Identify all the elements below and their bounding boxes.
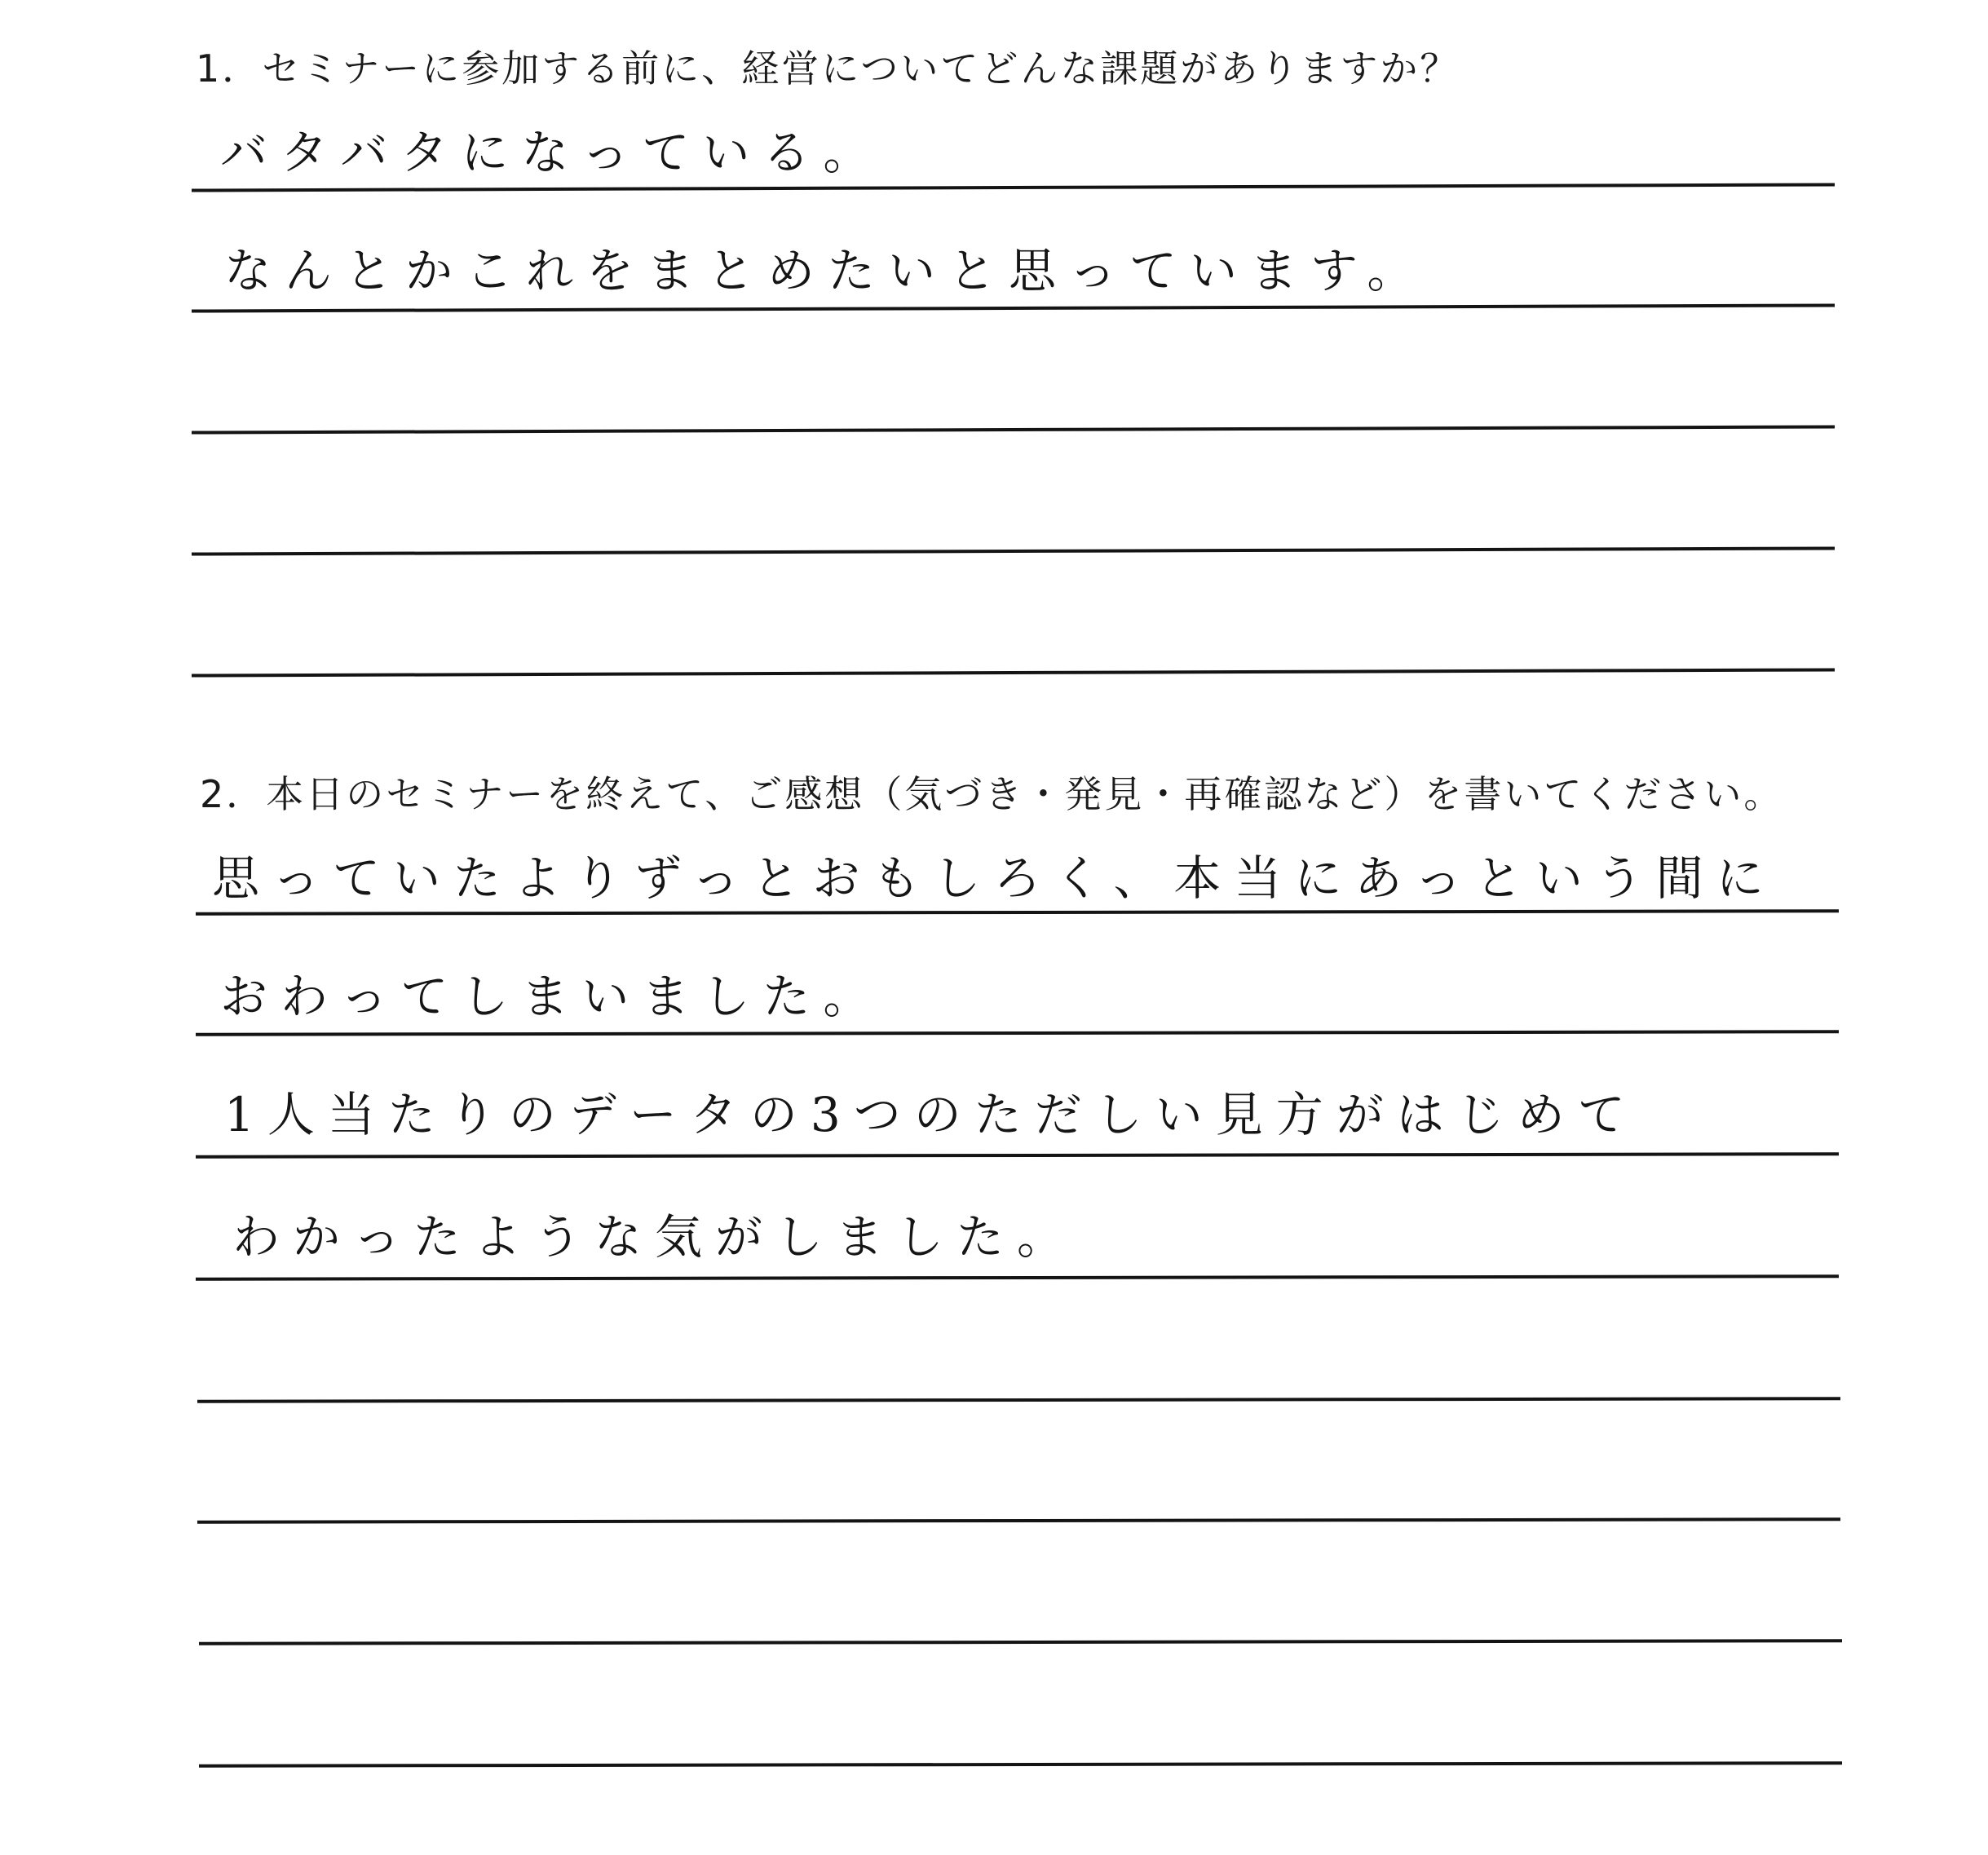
q1-rule-2: [192, 303, 1835, 312]
q2-answer-line-2: おわってしまいました。: [220, 969, 884, 1024]
q1-rule-3: [192, 425, 1835, 434]
q2-answer-line-4: わかったような気がしました。: [232, 1209, 1078, 1265]
q1-rule-4: [192, 546, 1835, 555]
question-2-text: 2．本日のセミナーを終えて、ご感想（気づき・発見・再確認など）を書いてください。: [200, 772, 1784, 816]
question-1-text: 1．セミナーに参加する前に、経営についてどんな課題がありますか？: [196, 46, 1460, 91]
q1-answer-line-2: なんとかこれをまとめたいと思っています。: [224, 243, 1428, 298]
q2-rule-8: [199, 1761, 1842, 1768]
q1-answer-line-1: バタバタになっている。: [220, 125, 884, 180]
q2-rule-5: [197, 1397, 1840, 1403]
q2-rule-6: [197, 1517, 1840, 1524]
q2-rule-3: [196, 1152, 1839, 1159]
q2-rule-4: [196, 1274, 1839, 1281]
q2-rule-1: [196, 909, 1839, 916]
q2-answer-line-3: 1人当たりのデータの3つのただしい見方がはじめて: [224, 1087, 1638, 1142]
q1-rule-1: [192, 183, 1835, 192]
q2-rule-2: [196, 1030, 1839, 1036]
q2-answer-line-1: 思っていたよりずっとおもしろく、本当にあっという間に: [212, 850, 1777, 906]
q1-rule-5: [192, 668, 1835, 677]
q2-rule-7: [199, 1639, 1842, 1645]
